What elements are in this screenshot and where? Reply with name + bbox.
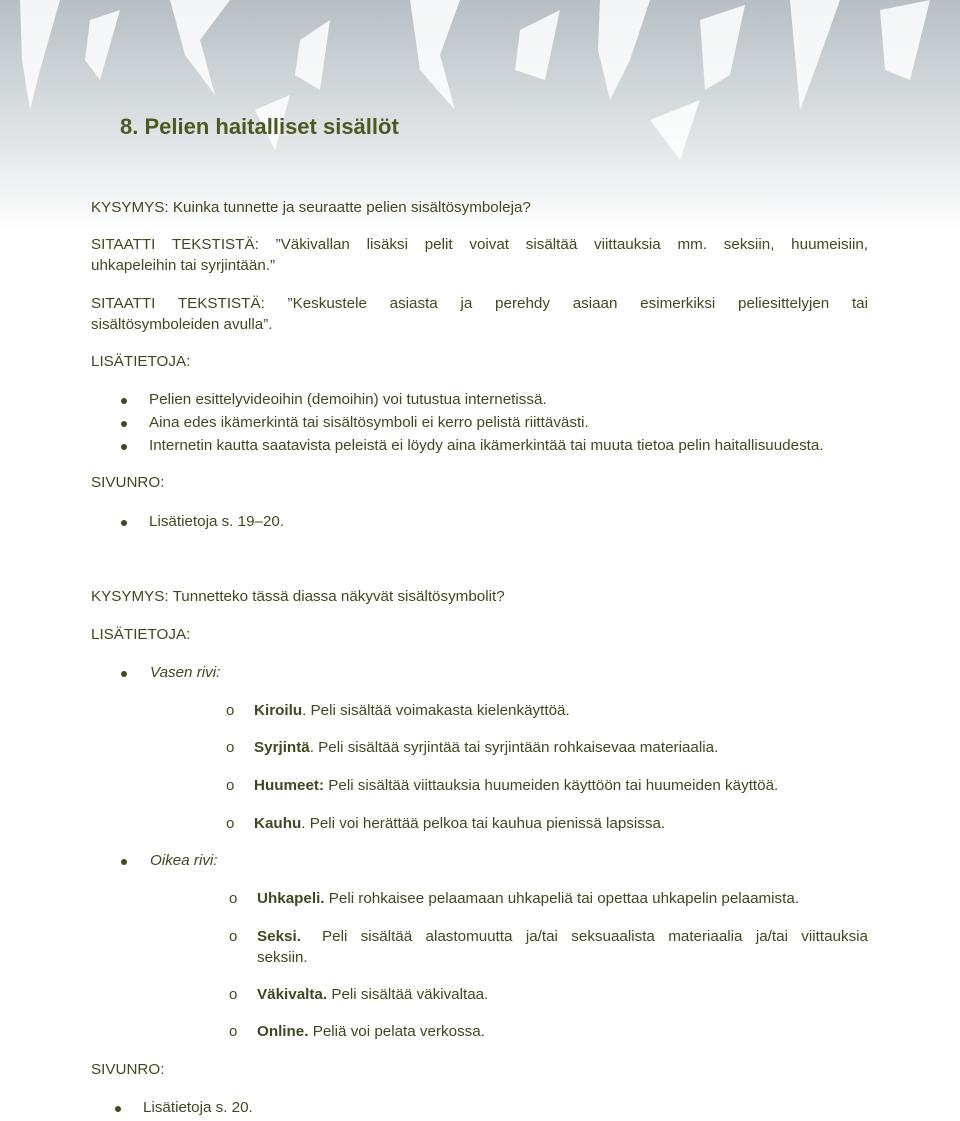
lisatietoja-label-1: LISÄTIETOJA: [91,353,191,370]
symbol-term: Kiroilu [254,702,303,719]
symbol-term: Syrjintä [254,739,310,756]
symbol-description: Peli rohkaisee pelaamaan uhkapeliä tai opettaa uhkapelin pelaamista. [324,890,800,907]
circle-bullet-icon: o [226,815,235,832]
symbol-item-syrjinta [254,738,718,758]
symbol-item-kiroilu [254,701,570,721]
bullet-icon [121,859,127,865]
info-item-2: Aina edes ikämerkintä tai sisältösymboli ei kerro pelistä riittävästi. [149,414,589,431]
bullet-icon [121,444,127,450]
symbol-term: Online. [257,1023,309,1040]
quote-1-line-2: uhkapeleihin tai syrjintään.” [91,257,276,274]
sivunro-label-2: SIVUNRO: [91,1061,165,1078]
quote-1-line-1: SITAATTI TEKSTISTÄ: ”Väkivallan lisäksi pelit voivat sisältää viittauksia mm. seksiin, huumeisiin, [91,236,868,253]
lisatietoja-label-2: LISÄTIETOJA: [91,626,191,643]
left-row-label: Vasen rivi: [150,664,221,681]
symbol-description: Peli sisältää alastomuutta ja/tai seksuaalista materiaalia ja/tai viittauksia [322,928,868,945]
sivunro-label-1: SIVUNRO: [91,474,165,491]
circle-bullet-icon: o [226,777,235,794]
question-1: KYSYMYS: Kuinka tunnette ja seuraatte pelien sisältösymboleja? [91,199,531,216]
circle-bullet-icon: o [229,928,238,945]
symbol-item-seksi [257,927,868,947]
bullet-icon [121,671,127,677]
symbol-item-kauhu [254,814,665,834]
symbol-item-huumeet [254,776,778,796]
circle-bullet-icon: o [229,890,238,907]
symbol-term: Huumeet: [254,777,325,794]
symbol-term: Uhkapeli. [257,890,325,907]
symbol-term: Kauhu [254,815,302,832]
quote-2-line-2: sisältösymboleiden avulla”. [91,316,273,333]
page-reference-2: Lisätietoja s. 20. [143,1099,253,1116]
question-2: KYSYMYS: Tunnetteko tässä diassa näkyvät sisältösymbolit? [91,588,505,605]
circle-bullet-icon: o [229,1023,238,1040]
symbol-description: . Peli sisältää voimakasta kielenkäyttöä. [302,702,570,719]
page-reference-1: Lisätietoja s. 19–20. [149,513,285,530]
quote-2-line-1: SITAATTI TEKSTISTÄ: ”Keskustele asiasta ja perehdy asiaan esimerkiksi peliesittelyjen tai [91,295,868,312]
circle-bullet-icon: o [226,739,235,756]
symbol-description-continued: seksiin. [257,949,308,966]
symbol-description: Peli sisältää väkivaltaa. [327,986,489,1003]
right-row-label: Oikea rivi: [150,852,218,869]
symbol-description: Peliä voi pelata verkossa. [308,1023,485,1040]
symbol-item-uhkapeli [257,889,799,909]
section-heading: 8. Pelien haitalliset sisällöt [120,114,399,139]
bullet-icon [115,1106,121,1112]
symbol-description: Peli sisältää viittauksia huumeiden käyttöön tai huumeiden käyttöä. [324,777,779,794]
circle-bullet-icon: o [229,986,238,1003]
symbol-item-online [257,1022,485,1042]
circle-bullet-icon: o [226,702,235,719]
bullet-icon [121,421,127,427]
symbol-term: Väkivalta. [257,986,328,1003]
bullet-icon [121,398,127,404]
bullet-icon [121,520,127,526]
symbol-description: . Peli sisältää syrjintää tai syrjintään rohkaisevaa materiaalia. [309,739,719,756]
symbol-term: Seksi. [257,928,301,945]
symbol-item-vakivalta [257,985,488,1005]
symbol-description: . Peli voi herättää pelkoa tai kauhua pienissä lapsissa. [301,815,666,832]
info-item-3: Internetin kautta saatavista peleistä ei löydy aina ikämerkintää tai muuta tietoa pelin haitallisuudesta. [149,437,824,454]
info-item-1: Pelien esittelyvideoihin (demoihin) voi tutustua internetissä. [149,391,547,408]
